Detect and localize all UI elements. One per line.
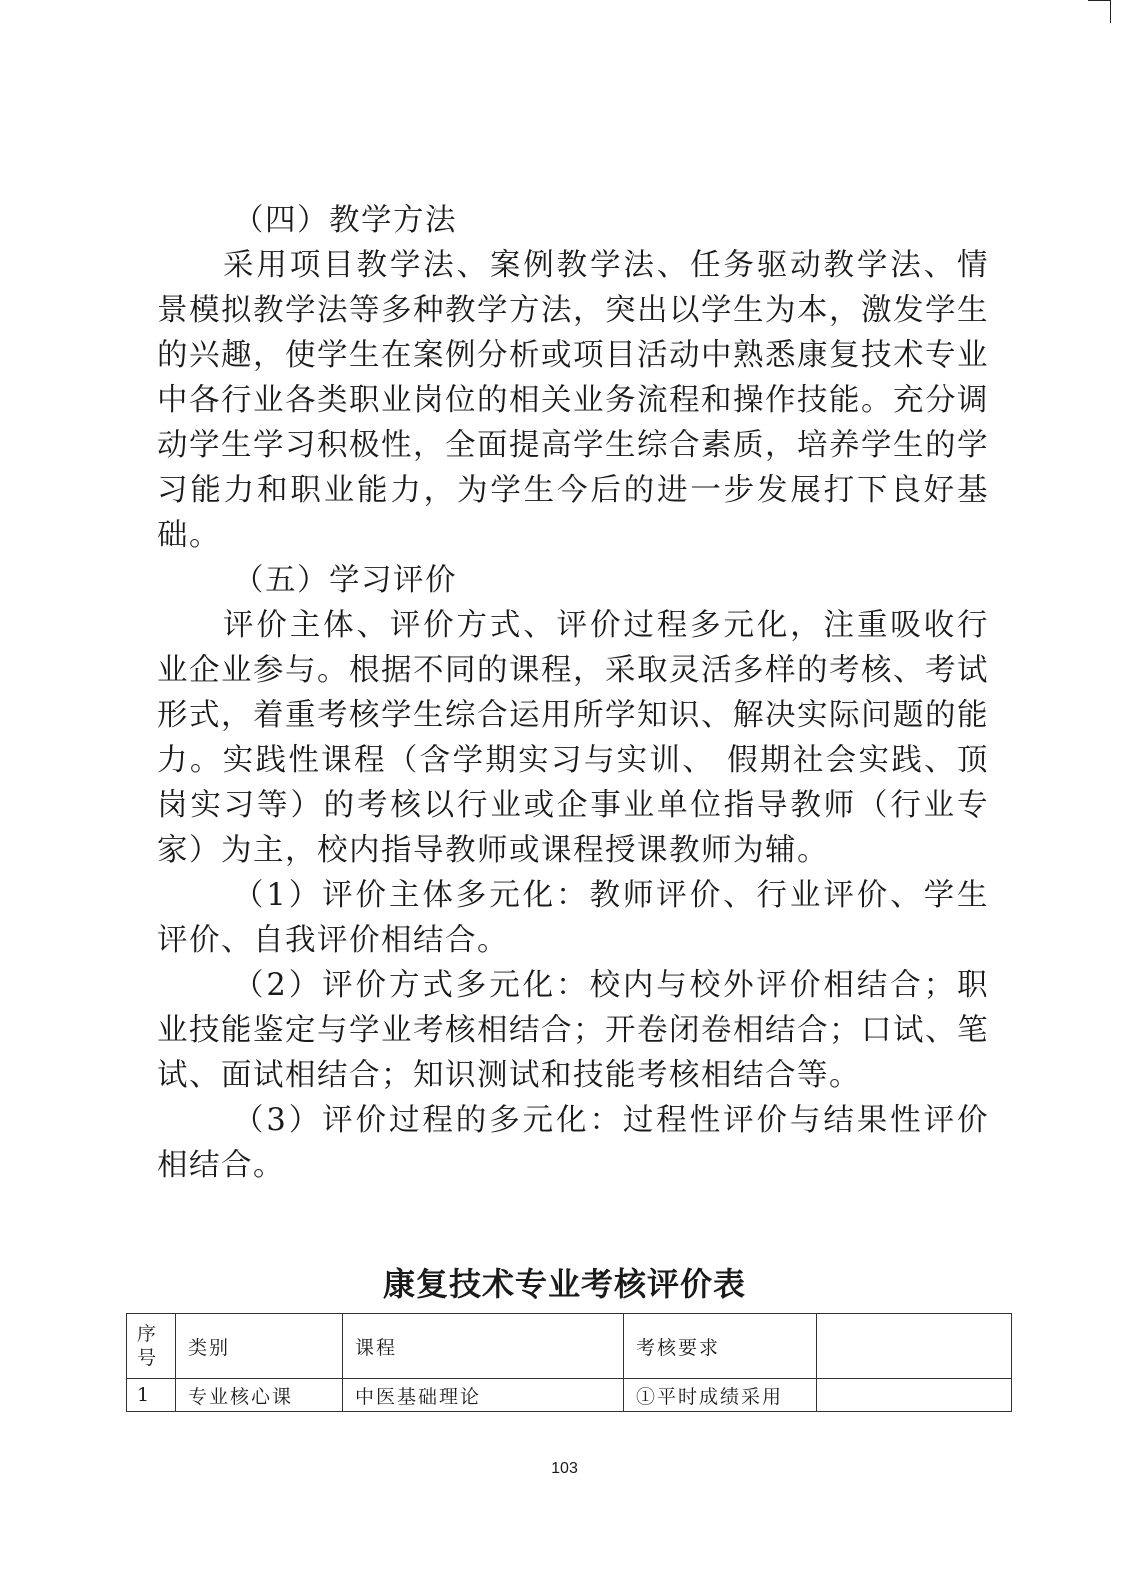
- assessment-table: [126, 1313, 1012, 1412]
- header-cell-category: 类别: [176, 1314, 343, 1379]
- crop-mark: [1088, 0, 1111, 23]
- table-row: [127, 1379, 1012, 1412]
- header-cell-index: 序号: [127, 1314, 176, 1379]
- teaching-methods-paragraph: 采用项目教学法、案例教学法、任务驱动教学法、情景模拟教学法等多种教学方法，突出以学生为本，激发学生的兴趣，使学生在案例分析或项目活动中熟悉康复技术专业中各行业各类职业岗位的相关业务流程和操作技能。充分调动学生学习积极性，全面提高学生综合素质，培养学生的学习能力和职业能力，为学生今后的进一步发展打下良好基础。: [157, 248, 989, 553]
- document-body: [157, 198, 989, 1188]
- header-cell-course: 课程: [343, 1314, 624, 1379]
- table-cell-blank: [817, 1379, 1012, 1412]
- table-cell-course: 中医基础理论: [343, 1379, 624, 1412]
- header-cell-blank: [817, 1314, 1012, 1379]
- section-heading-learning-evaluation: （五）学习评价: [233, 563, 457, 598]
- table-cell-requirements: ①平时成绩采用: [624, 1379, 817, 1412]
- table-title: 康复技术专业考核评价表: [382, 1265, 746, 1303]
- section-heading-teaching-methods: （四）教学方法: [233, 203, 457, 238]
- header-cell-requirements: 考核要求: [624, 1314, 817, 1379]
- table-cell-index: 1: [127, 1379, 176, 1412]
- evaluation-item-3: （3）评价过程的多元化：过程性评价与结果性评价相结合。: [157, 1103, 989, 1183]
- evaluation-item-2: （2）评价方式多元化：校内与校外评价相结合；职业技能鉴定与学业考核相结合；开卷闭卷相结合；口试、笔试、面试相结合；知识测试和技能考核相结合等。: [157, 968, 989, 1093]
- evaluation-item-1: （1）评价主体多元化：教师评价、行业评价、学生评价、自我评价相结合。: [157, 878, 989, 958]
- page-number: 103: [551, 1460, 578, 1477]
- table-header-row: [127, 1314, 1012, 1379]
- table-cell-category: 专业核心课: [176, 1379, 343, 1412]
- learning-evaluation-paragraph: 评价主体、评价方式、评价过程多元化，注重吸收行业企业参与。根据不同的课程，采取灵活多样的考核、考试形式，着重考核学生综合运用所学知识、解决实际问题的能力。实践性课程（含学期实习与实训、 假期社会实践、顶岗实习等）的考核以行业或企事业单位指导教师（行业专家）为主，校内指导教师或课程授课教师为辅。: [157, 608, 989, 868]
